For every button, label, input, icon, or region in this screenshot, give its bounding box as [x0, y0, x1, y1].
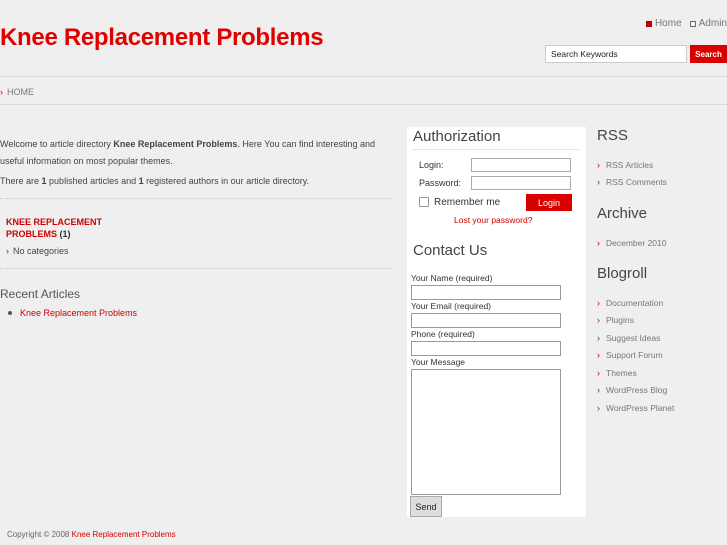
name-field[interactable] [411, 285, 561, 300]
chevron-right-icon: › [597, 297, 600, 308]
chevron-right-icon: › [597, 402, 600, 413]
remember-checkbox[interactable] [419, 197, 429, 207]
chevron-right-icon: › [597, 367, 600, 378]
blogroll-link[interactable]: Plugins [606, 315, 634, 326]
chevron-right-icon: › [597, 385, 600, 396]
stats-authors-count: 1 [138, 176, 144, 186]
blogroll-link[interactable]: Support Forum [606, 350, 663, 361]
blogroll-link[interactable]: WordPress Blog [606, 385, 668, 396]
divider [0, 268, 392, 269]
admin-icon [690, 21, 696, 27]
home-link[interactable] [646, 18, 682, 29]
search-input[interactable] [545, 45, 687, 63]
list-item[interactable] [597, 312, 727, 330]
email-field[interactable] [411, 313, 561, 328]
intro-text [0, 136, 392, 170]
recent-articles-list [8, 308, 137, 318]
chevron-right-icon: › [597, 177, 600, 188]
divider [413, 149, 580, 150]
password-label: Password: [419, 178, 462, 188]
chevron-right-icon: › [0, 87, 3, 97]
blogroll-link[interactable]: WordPress Planet [606, 402, 675, 413]
blogroll-heading: Blogroll [597, 265, 648, 282]
chevron-right-icon: › [597, 159, 600, 170]
stats-articles-count: 1 [41, 176, 47, 186]
list-item[interactable] [597, 234, 727, 252]
rss-section [597, 127, 727, 191]
email-label: Your Email (required) [411, 301, 491, 311]
archive-heading: Archive [597, 205, 648, 222]
recent-articles-heading: Recent Articles [0, 287, 81, 301]
list-item[interactable] [597, 382, 727, 400]
chevron-right-icon: › [6, 246, 9, 256]
archive-link[interactable]: December 2010 [606, 237, 667, 248]
message-label: Your Message [411, 357, 466, 367]
intro-site-name: Knee Replacement Problems [113, 139, 238, 149]
chevron-right-icon: › [597, 332, 600, 343]
chevron-right-icon: › [597, 350, 600, 361]
stats-part: There are [0, 176, 42, 186]
archive-section [597, 205, 727, 252]
list-item[interactable] [597, 174, 727, 192]
auth-contact-panel [407, 127, 586, 517]
home-icon [646, 21, 652, 27]
footer-site-link[interactable]: Knee Replacement Problems [71, 530, 176, 539]
blogroll-link[interactable]: Suggest Ideas [606, 332, 661, 343]
list-item[interactable] [597, 156, 727, 174]
blogroll-section [597, 265, 727, 417]
stats-part: registered authors in our article directory. [143, 176, 310, 186]
divider [0, 76, 727, 77]
rss-articles-link[interactable]: RSS Articles [606, 159, 654, 170]
breadcrumb-home[interactable]: HOME [7, 87, 34, 97]
admin-link-label: Admin [698, 18, 727, 29]
bullet-icon [8, 311, 12, 315]
footer-copyright [7, 530, 176, 539]
stats-part: published articles and [46, 176, 139, 186]
list-item[interactable] [597, 364, 727, 382]
blogroll-link[interactable]: Documentation [606, 297, 664, 308]
recent-article-link[interactable]: Knee Replacement Problems [20, 308, 138, 318]
blogroll-list [597, 294, 727, 417]
chevron-right-icon: › [597, 237, 600, 248]
intro-pre: Welcome to article directory [0, 139, 114, 149]
list-item[interactable] [597, 399, 727, 417]
contact-heading: Contact Us [413, 242, 488, 259]
list-item [8, 308, 137, 318]
home-link-label: Home [654, 18, 682, 29]
rss-heading: RSS [597, 127, 628, 144]
category-title[interactable] [6, 216, 136, 240]
lost-password-link[interactable]: Lost your password? [454, 215, 533, 225]
list-item[interactable] [597, 329, 727, 347]
copyright-text: Copyright © 2008 [7, 530, 72, 539]
breadcrumb [0, 87, 34, 97]
stats-text [0, 176, 392, 186]
rss-comments-link[interactable]: RSS Comments [606, 177, 667, 188]
login-button[interactable]: Login [526, 194, 572, 211]
phone-label: Phone (required) [411, 329, 475, 339]
site-title[interactable]: Knee Replacement Problems [0, 24, 324, 51]
divider [0, 104, 727, 105]
phone-field[interactable] [411, 341, 561, 356]
authorization-heading: Authorization [413, 128, 501, 145]
intro-post: . Here You can find interesting and useful information on most popular themes. [0, 139, 376, 166]
list-item[interactable] [597, 347, 727, 365]
category-name: KNEE REPLACEMENT PROBLEMS [6, 217, 103, 239]
rss-list [597, 156, 727, 191]
message-textarea[interactable] [411, 369, 561, 495]
no-categories-label: No categories [13, 246, 69, 256]
name-label: Your Name (required) [411, 273, 493, 283]
remember-label: Remember me [434, 197, 501, 208]
password-field[interactable] [471, 176, 571, 190]
no-categories [6, 246, 69, 256]
send-button[interactable]: Send [410, 496, 442, 517]
chevron-right-icon: › [597, 315, 600, 326]
login-label: Login: [419, 160, 444, 170]
top-links [646, 18, 727, 29]
archive-list [597, 234, 727, 252]
category-count: (1) [57, 229, 71, 239]
list-item[interactable] [597, 294, 727, 312]
login-field[interactable] [471, 158, 571, 172]
admin-link[interactable] [690, 18, 727, 29]
divider [0, 198, 392, 199]
search-button[interactable]: Search [690, 45, 727, 63]
blogroll-link[interactable]: Themes [606, 367, 637, 378]
